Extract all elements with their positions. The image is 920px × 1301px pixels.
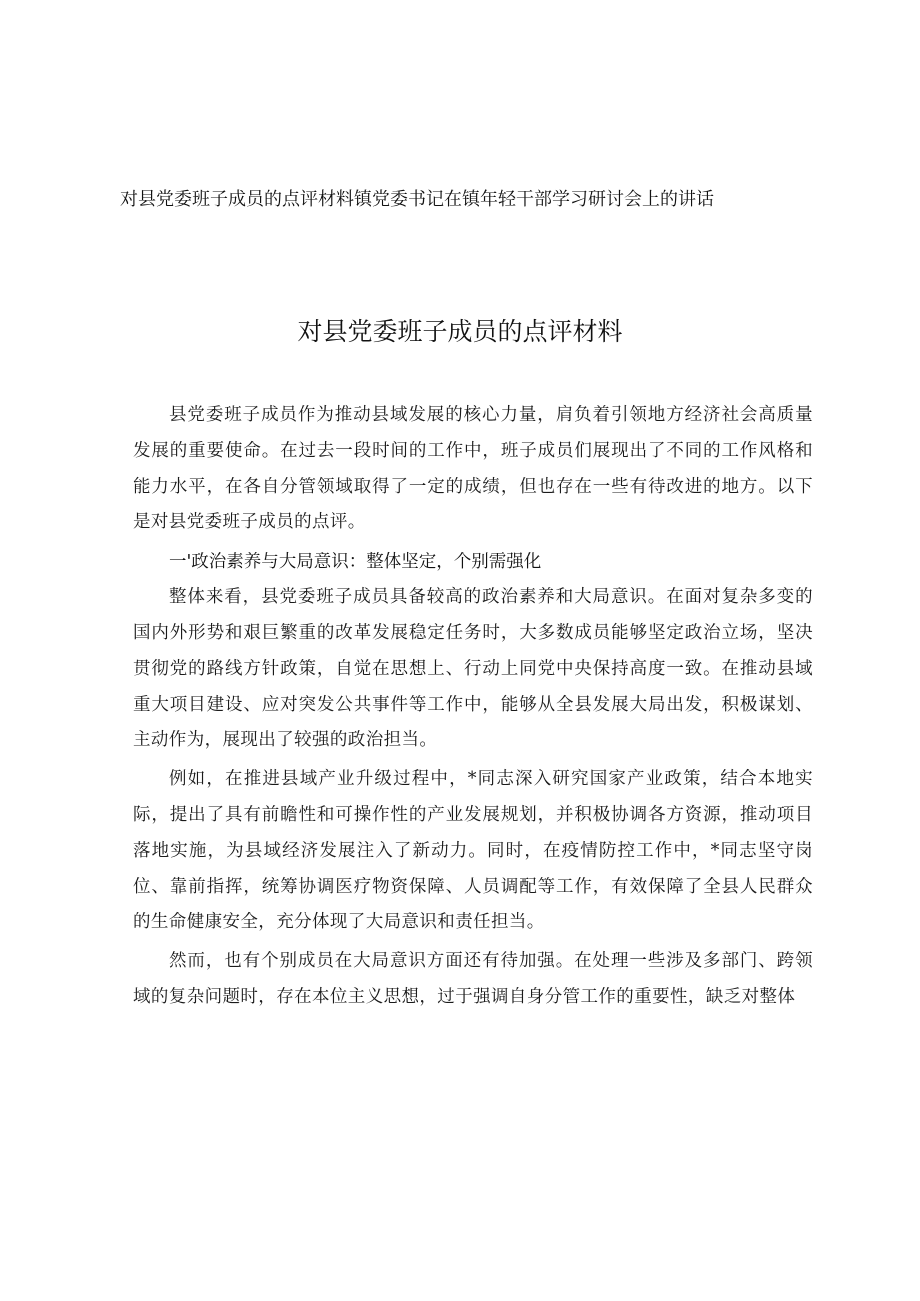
- body-paragraph: 例如，在推进县域产业升级过程中，*同志深入研究国家产业政策，结合本地实际，提出了具有前瞻性和可操作性的产业发展规划，并积极协调各方资源，推动项目落地实施，为县域经济发展注入了新动力。同时，在疫情防控工作中，*同志坚守岗位、靠前指挥，统筹协调医疗物资保障、人员调配等工作，有效保障了全县人民群众的生命健康安全，充分体现了大局意识和责任担当。: [133, 769, 813, 933]
- document-body: [133, 398, 813, 1016]
- body-paragraph: 然而，也有个别成员在大局意识方面还有待加强。在处理一些涉及多部门、跨领域的复杂问题时，存在本位主义思想，过于强调自身分管工作的重要性，缺乏对整体: [133, 951, 813, 1007]
- body-paragraph: 整体来看，县党委班子成员具备较高的政治素养和大局意识。在面对复杂多变的国内外形势和艰巨繁重的改革发展稳定任务时，大多数成员能够坚定政治立场，坚决贯彻党的路线方针政策，自觉在思想上、行动上同党中央保持高度一致。在推动县域重大项目建设、应对突发公共事件等工作中，能够从全县发展大局出发，积极谋划、主动作为，展现出了较强的政治担当。: [133, 587, 813, 751]
- document-header: 对县党委班子成员的点评材料镇党委书记在镇年轻干部学习研讨会上的讲话: [120, 189, 714, 210]
- section-heading: 一'政治素养与大局意识：整体坚定，个别需强化: [169, 552, 542, 573]
- document-title: 对县党委班子成员的点评材料: [297, 317, 623, 346]
- intro-paragraph: 县党委班子成员作为推动县域发展的核心力量，肩负着引领地方经济社会高质量发展的重要使命。在过去一段时间的工作中，班子成员们展现出了不同的工作风格和能力水平，在各自分管领域取得了一定的成绩，但也存在一些有待改进的地方。以下是对县党委班子成员的点评。: [133, 405, 813, 533]
